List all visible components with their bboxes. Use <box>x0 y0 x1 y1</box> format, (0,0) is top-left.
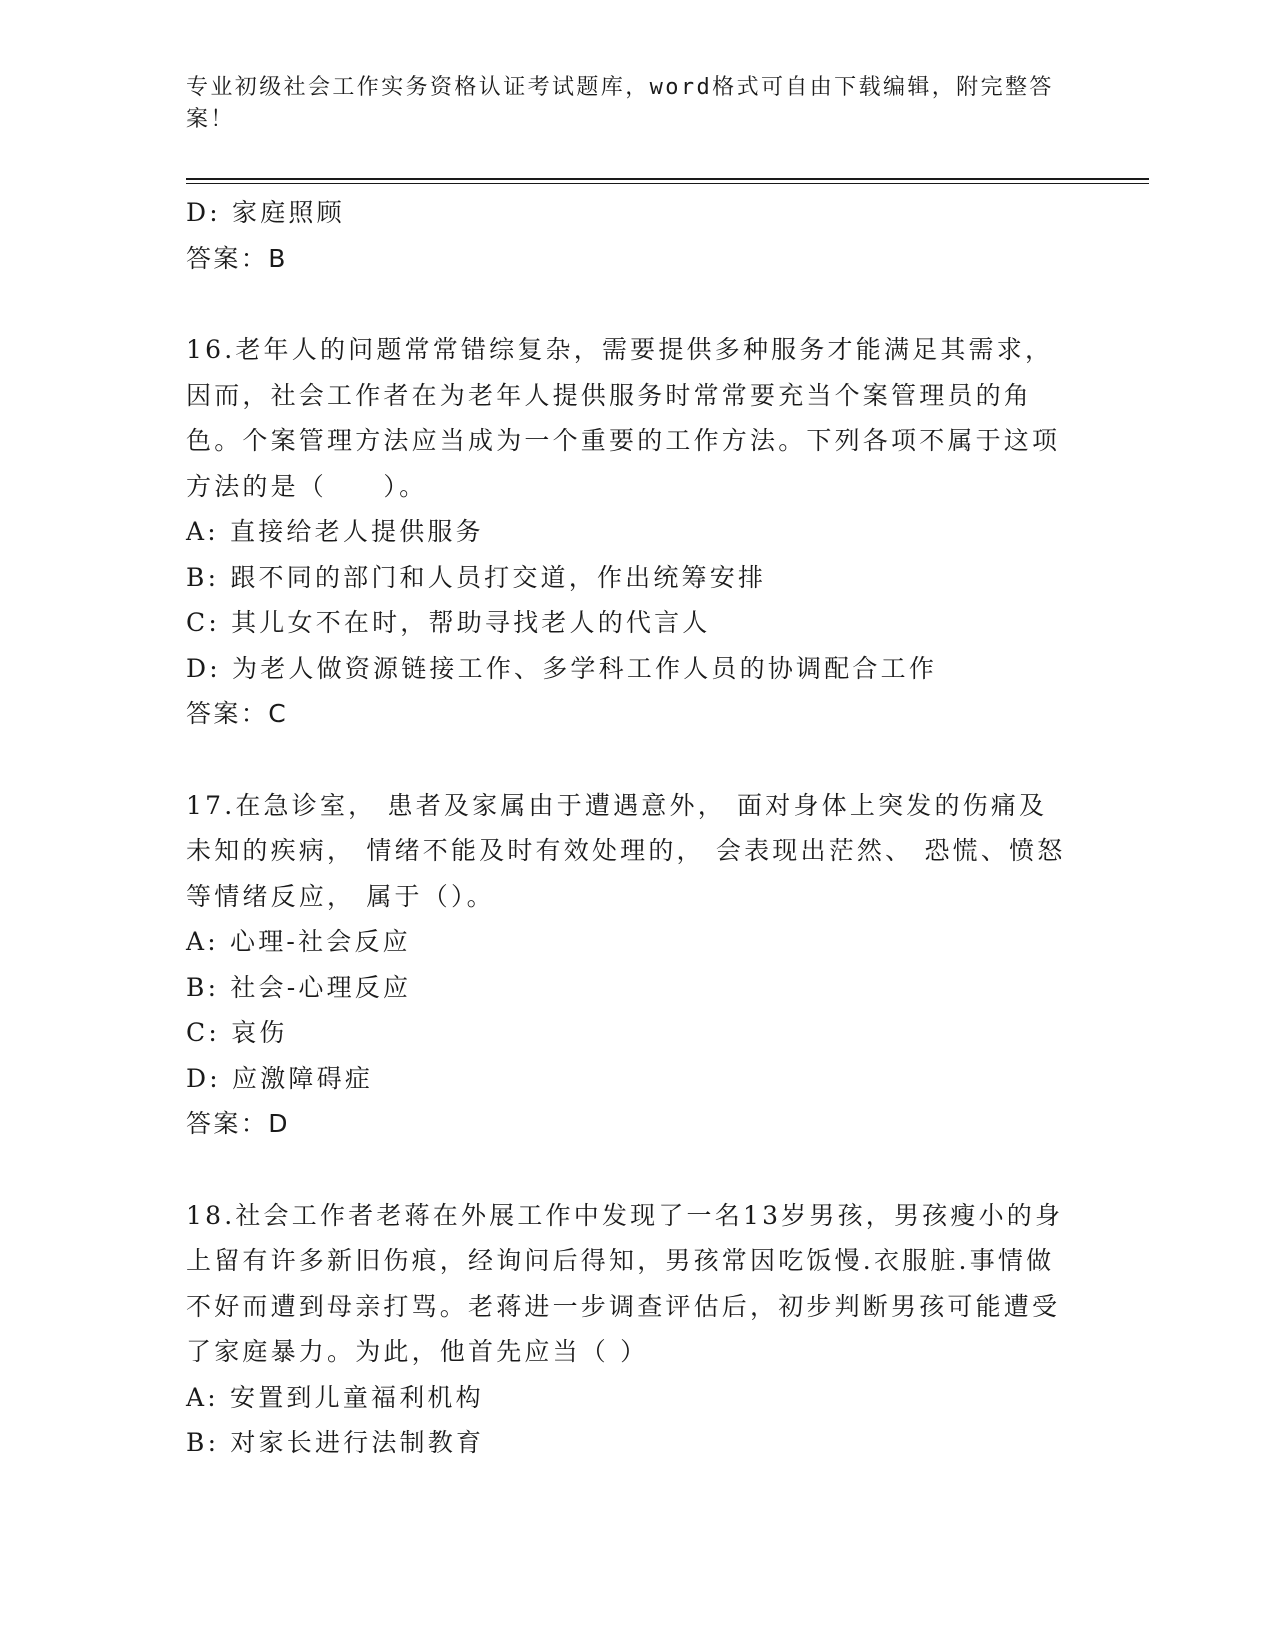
option-c: C: 哀伤 <box>186 1018 288 1047</box>
option-d: D: 应激障碍症 <box>186 1063 374 1093</box>
page-header: 专业初级社会工作实务资格认证考试题库，word格式可自由下载编辑，附完整答案！ <box>186 75 1054 132</box>
option-d: D: 家庭照顾 <box>186 198 345 227</box>
option-a: A: 心理-社会反应 <box>186 927 411 956</box>
question-16 <box>186 327 1086 737</box>
option-b: B: 对家长进行法制教育 <box>186 1428 485 1457</box>
answer: 答案：B <box>186 243 288 273</box>
question-17 <box>186 783 1086 1147</box>
question-stem: 17.在急诊室， 患者及家属由于遭遇意外， 面对身体上突发的伤痛及未知的疾病， 情绪不能及时有效处理的， 会表现出茫然、 恐慌、愤怒等情绪反应， 属于（）。 <box>186 790 1066 911</box>
option-c: C: 其儿女不在时，帮助寻找老人的代言人 <box>186 608 711 637</box>
option-b: B: 社会-心理反应 <box>186 972 412 1002</box>
header-divider <box>186 178 1149 180</box>
previous-question-tail <box>186 190 1086 281</box>
answer: 答案：C <box>186 699 289 728</box>
question-stem: 16.老年人的问题常常错综复杂，需要提供多种服务才能满足其需求，因而，社会工作者在为老年人提供服务时常常要充当个案管理员的角色。个案管理方法应当成为一个重要的工作方法。下列各项不属于这项方法的是（ ）。 <box>186 335 1061 501</box>
header-divider-thin <box>186 183 1149 184</box>
option-a: A: 安置到儿童福利机构 <box>186 1382 484 1412</box>
option-d: D: 为老人做资源链接工作、多学科工作人员的协调配合工作 <box>186 653 938 683</box>
question-list <box>186 190 1086 1466</box>
question-18 <box>186 1193 1086 1466</box>
answer: 答案：D <box>186 1109 290 1138</box>
option-a: A: 直接给老人提供服务 <box>186 517 484 546</box>
option-b: B: 跟不同的部门和人员打交道，作出统筹安排 <box>186 562 767 592</box>
question-stem: 18.社会工作者老蒋在外展工作中发现了一名13岁男孩，男孩瘦小的身上留有许多新旧伤痕，经询问后得知，男孩常因吃饭慢.衣服脏.事情做不好而遭到母亲打骂。老蒋进一步调查评估后，初步判断男孩可能遭受了家庭暴力。为此，他首先应当（ ） <box>186 1200 1064 1366</box>
